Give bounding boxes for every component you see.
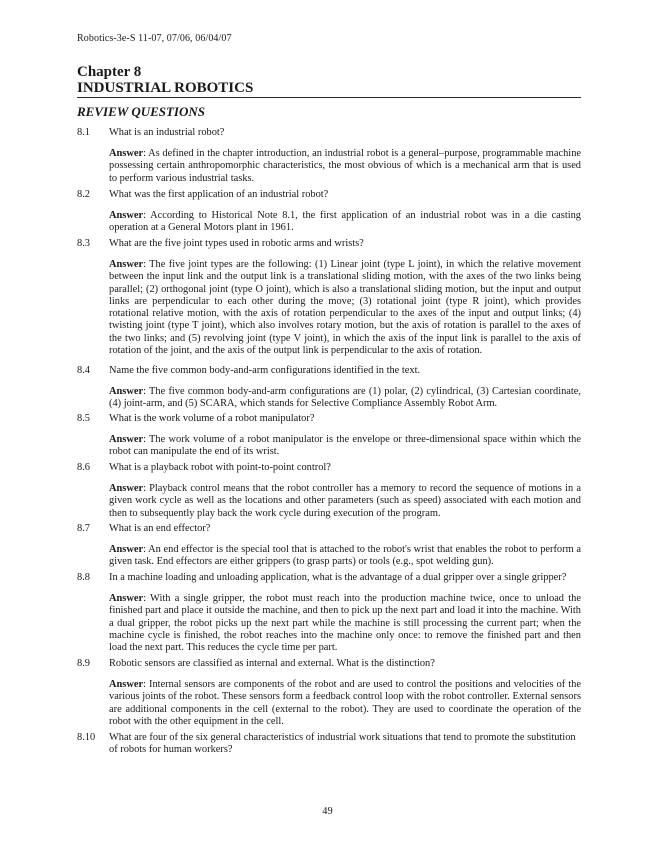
answer-label: Answer	[109, 544, 144, 555]
question-text: What are four of the six general characteristics of industrial work situations that tend to promote the substitution of robots for human workers?	[109, 732, 576, 756]
question-text: Robotic sensors are classified as internal and external. What is the distinction?	[109, 658, 435, 669]
answer-label: Answer	[109, 679, 144, 690]
answer-label: Answer	[109, 259, 144, 270]
answer-label: Answer	[109, 483, 144, 494]
chapter-number: Chapter 8	[77, 64, 142, 80]
question-text: What is the work volume of a robot manipulator?	[109, 413, 315, 424]
answer-body: : With a single gripper, the robot must reach into the production machine twice, once to unload the finished part and place it outside the machine, and then to pick up the next part and load it into the machine. With a dual gripper, the robot picks up the next part while the machine is still processing the current part; when the machine cycle is finished, the robot reaches into the machine only once: to remove the finished part and then load the next part. This reduces the cycle time per part.	[109, 593, 581, 654]
chapter-title: INDUSTRIAL ROBOTICS	[77, 80, 254, 96]
title-rule	[77, 97, 581, 98]
question-text: What are the five joint types used in robotic arms and wrists?	[109, 238, 364, 249]
answer-body: : Playback control means that the robot controller has a memory to record the sequence of motions in a given work cycle as well as the locations and other parameters (such as speed) associated with each motion and then to subsequently play back the work cycle during execution of the program.	[109, 483, 581, 519]
question-number: 8.4	[77, 365, 90, 376]
answer-body: : Internal sensors are components of the robot and are used to control the positions and velocities of the various joints of the robot. These sensors form a feedback control loop with the robot controller. External sensors are additional components in the cell (external to the robot). They are used to coordinate the operation of the robot with the other equipment in the cell.	[109, 679, 581, 727]
question-number: 8.8	[77, 572, 90, 583]
question-number: 8.7	[77, 523, 90, 534]
question-text: What was the first application of an industrial robot?	[109, 189, 329, 200]
question-text: In a machine loading and unloading application, what is the advantage of a dual gripper over a single gripper?	[109, 572, 567, 583]
question-number: 8.2	[77, 189, 90, 200]
question-number: 8.3	[77, 238, 90, 249]
answer-body: : The five joint types are the following: (1) Linear joint (type L joint), in which the relative movement between the input link and the output link is a translational sliding motion, with the axes of the two links being parallel; (2) orthogonal joint (type O joint), which is also a translational sliding motion, but the input and output links are perpendicular to each other during the move; (3) rotational joint (type R joint), which provides rotational relative motion, with the axis of rotation perpendicular to the axes of the input and output links; (4) twisting joint (type T joint), which also involves rotary motion, but the axis of rotation is parallel to the axes of the two links; and (5) revolving joint (type V joint), in which the axis of the input link is parallel to the axis of rotation of the joint, and the axis of the output link is perpendicular to the axis of rotation.	[109, 259, 581, 357]
answer-label: Answer	[109, 593, 144, 604]
question-number: 8.10	[77, 732, 96, 743]
running-head: Robotics-3e-S 11-07, 07/06, 06/04/07	[77, 33, 232, 44]
answer-text	[109, 210, 581, 235]
question-number: 8.5	[77, 413, 90, 424]
question-text: Name the five common body-and-arm configurations identified in the text.	[109, 365, 421, 376]
answer-text	[109, 434, 581, 459]
answer-body: : The five common body-and-arm configurations are (1) polar, (2) cylindrical, (3) Cartesian coordinate, (4) joint-arm, and (5) SCARA, which stands for Selective Compliance Assembly Robot Arm.	[109, 386, 581, 410]
question-number: 8.6	[77, 462, 90, 473]
question-text: What is an industrial robot?	[109, 127, 225, 138]
answer-text	[109, 386, 581, 411]
answer-label: Answer	[109, 434, 144, 445]
answer-label: Answer	[109, 386, 144, 397]
answer-body: : As defined in the chapter introduction, an industrial robot is a general–purpose, programmable machine possessing certain anthropomorphic characteristics, the most obvious of which is a mechanical arm that is used to perform various industrial tasks.	[109, 148, 581, 184]
answer-text	[109, 259, 581, 357]
answer-text	[109, 593, 581, 654]
answer-body: : According to Historical Note 8.1, the first application of an industrial robot was in a die casting operation at a General Motors plant in 1961.	[109, 210, 581, 234]
answer-body: : An end effector is the special tool that is attached to the robot's wrist that enables the robot to perform a given task. End effectors are either grippers (to grasp parts) or tools (e.g., spot welding gun).	[109, 544, 581, 568]
answer-body: : The work volume of a robot manipulator is the envelope or three-dimensional space within which the robot can manipulate the end of its wrist.	[109, 434, 581, 458]
question-text: What is a playback robot with point-to-point control?	[109, 462, 331, 473]
page-number: 49	[322, 806, 333, 817]
answer-text	[109, 544, 581, 569]
answer-text	[109, 148, 581, 185]
answer-label: Answer	[109, 148, 144, 159]
question-number: 8.9	[77, 658, 90, 669]
answer-text	[109, 679, 581, 728]
section-title: REVIEW QUESTIONS	[77, 104, 206, 119]
question-text: What is an end effector?	[109, 523, 211, 534]
answer-label: Answer	[109, 210, 144, 221]
answer-text	[109, 483, 581, 520]
question-number: 8.1	[77, 127, 90, 138]
